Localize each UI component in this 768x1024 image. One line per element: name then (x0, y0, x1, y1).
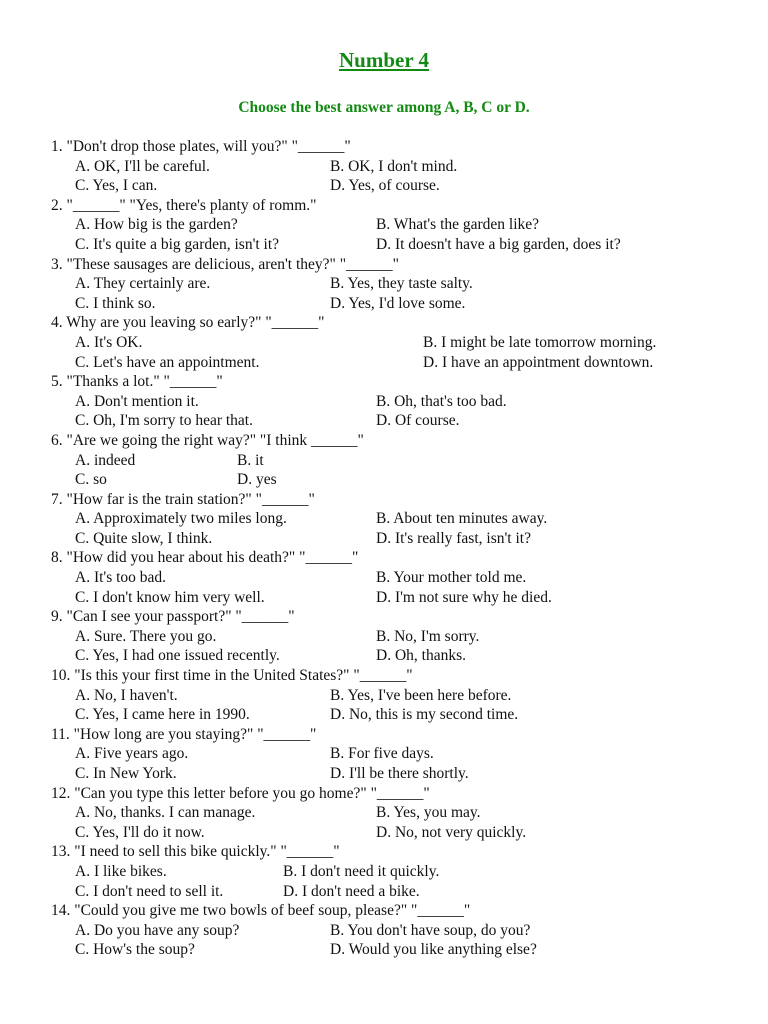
option-a: A. How big is the garden? (75, 216, 238, 234)
option-d: D. No, this is my second time. (330, 706, 519, 724)
option-d: D. No, not very quickly. (376, 823, 527, 841)
option-b: B. Yes, you may. (376, 804, 481, 822)
option-row (0, 940, 768, 960)
option-row (0, 353, 768, 373)
option-c: C. I don't know him very well. (75, 588, 265, 606)
option-row (0, 588, 768, 608)
option-c: C. Yes, I'll do it now. (75, 823, 205, 841)
option-b: B. Your mother told me. (376, 569, 527, 587)
option-row (0, 470, 768, 490)
option-b: B. Oh, that's too bad. (376, 392, 507, 410)
option-row (0, 274, 768, 294)
question-text: 4. Why are you leaving so early?" "______" (51, 314, 325, 332)
option-row (0, 764, 768, 784)
question-text: 7. "How far is the train station?" "______" (51, 490, 315, 508)
question-block (0, 666, 768, 725)
option-row (0, 157, 768, 177)
question-list (0, 137, 768, 960)
option-a: A. Sure. There you go. (75, 627, 217, 645)
question-block (0, 784, 768, 843)
option-d: D. Oh, thanks. (376, 647, 466, 665)
option-b: B. No, I'm sorry. (376, 627, 480, 645)
option-c: C. I don't need to sell it. (75, 882, 224, 900)
question-text: 2. "______" "Yes, there's planty of romm." (51, 196, 317, 214)
page-title: Number 4 (338, 48, 430, 72)
question-block (0, 901, 768, 960)
option-row (0, 862, 768, 882)
option-a: A. OK, I'll be careful. (75, 157, 210, 175)
option-c: C. Quite slow, I think. (75, 529, 213, 547)
option-row (0, 529, 768, 549)
question-text: 3. "These sausages are delicious, aren't they?" "______" (51, 255, 399, 273)
option-row (0, 294, 768, 314)
option-d: D. I'm not sure why he died. (376, 588, 552, 606)
question-block (0, 842, 768, 901)
option-row (0, 451, 768, 471)
question-text: 11. "How long are you staying?" "______" (51, 725, 317, 743)
option-c: C. In New York. (75, 765, 177, 782)
option-row (0, 333, 768, 353)
option-c: C. It's quite a big garden, isn't it? (75, 235, 280, 253)
question-block (0, 313, 768, 372)
option-c: C. so (75, 471, 107, 489)
option-c: C. I think so. (75, 294, 156, 312)
option-b: B. About ten minutes away. (376, 510, 548, 528)
option-row (0, 705, 768, 725)
option-c: C. Yes, I came here in 1990. (75, 706, 250, 724)
option-row (0, 627, 768, 647)
option-row (0, 509, 768, 529)
option-row (0, 235, 768, 255)
question-block (0, 431, 768, 490)
option-a: A. indeed (75, 451, 136, 469)
question-block (0, 196, 768, 255)
question-block (0, 372, 768, 431)
option-row (0, 803, 768, 823)
option-c: C. Oh, I'm sorry to hear that. (75, 412, 253, 430)
option-b: B. Yes, I've been here before. (330, 686, 512, 704)
question-block (0, 548, 768, 607)
instruction-text: Choose the best answer among A, B, C or D. (238, 99, 530, 116)
option-b: B. OK, I don't mind. (330, 157, 458, 175)
option-a: A. I like bikes. (75, 862, 167, 880)
option-b: B. I don't need it quickly. (283, 862, 440, 880)
option-b: B. What's the garden like? (376, 216, 540, 234)
option-a: A. Five years ago. (75, 745, 189, 763)
question-text: 10. "Is this your first time in the United States?" "______" (51, 667, 413, 685)
question-block (0, 607, 768, 666)
option-row (0, 686, 768, 706)
option-row (0, 411, 768, 431)
option-d: D. I'll be there shortly. (330, 765, 469, 782)
option-d: D. I don't need a bike. (283, 882, 420, 900)
option-d: D. I have an appointment downtown. (423, 353, 654, 371)
question-text: 13. "I need to sell this bike quickly." "______" (51, 843, 340, 861)
option-a: A. It's too bad. (75, 569, 167, 587)
option-a: A. It's OK. (75, 333, 143, 351)
option-row (0, 392, 768, 412)
question-block (0, 255, 768, 314)
option-a: A. No, thanks. I can manage. (75, 804, 256, 822)
option-c: C. How's the soup? (75, 941, 195, 959)
option-row (0, 215, 768, 235)
option-a: A. Approximately two miles long. (75, 510, 287, 528)
option-row (0, 823, 768, 843)
option-d: D. Yes, I'd love some. (330, 294, 466, 312)
question-text: 6. "Are we going the right way?" "I think ______" (51, 431, 364, 449)
option-row (0, 646, 768, 666)
option-c: C. Yes, I had one issued recently. (75, 647, 280, 665)
question-block (0, 137, 768, 196)
option-row (0, 744, 768, 764)
option-row (0, 921, 768, 941)
option-a: A. Do you have any soup? (75, 921, 240, 939)
option-d: D. yes (237, 471, 277, 489)
question-text: 8. "How did you hear about his death?" "______" (51, 549, 359, 567)
question-text: 5. "Thanks a lot." "______" (51, 373, 223, 391)
question-text: 9. "Can I see your passport?" "______" (51, 608, 295, 626)
option-b: B. it (237, 451, 264, 469)
option-d: D. Yes, of course. (330, 177, 440, 195)
question-text: 1. "Don't drop those plates, will you?" "______" (51, 138, 351, 155)
option-a: A. They certainly are. (75, 275, 211, 293)
option-b: B. For five days. (330, 745, 434, 763)
question-block (0, 490, 768, 549)
option-c: C. Let's have an appointment. (75, 353, 260, 371)
option-row (0, 568, 768, 588)
question-text: 14. "Could you give me two bowls of beef soup, please?" "______" (51, 902, 471, 920)
option-row (0, 176, 768, 196)
question-block (0, 725, 768, 784)
option-a: A. No, I haven't. (75, 686, 178, 704)
option-a: A. Don't mention it. (75, 392, 199, 410)
option-d: D. Would you like anything else? (330, 941, 537, 959)
option-b: B. I might be late tomorrow morning. (423, 333, 657, 351)
option-d: D. It doesn't have a big garden, does it? (376, 235, 621, 253)
option-row (0, 882, 768, 902)
option-d: D. Of course. (376, 412, 460, 430)
question-text: 12. "Can you type this letter before you go home?" "______" (51, 784, 430, 802)
option-b: B. Yes, they taste salty. (330, 275, 473, 293)
option-d: D. It's really fast, isn't it? (376, 529, 531, 547)
option-b: B. You don't have soup, do you? (330, 921, 531, 939)
option-c: C. Yes, I can. (75, 177, 158, 195)
